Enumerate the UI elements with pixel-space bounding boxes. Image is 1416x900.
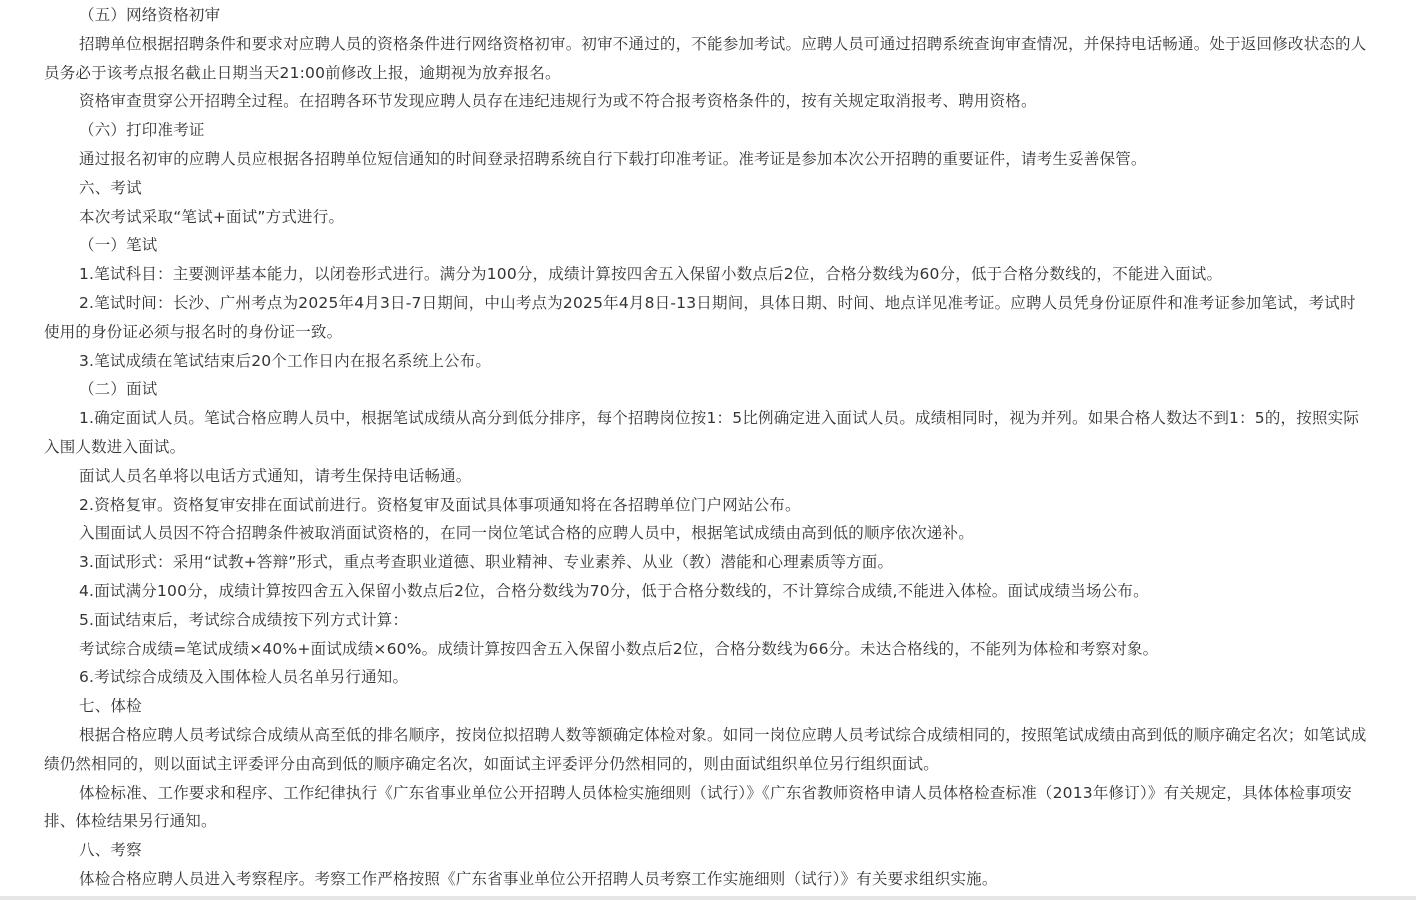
section-heading-inspection: 八、考察 bbox=[79, 841, 142, 860]
paragraph: 入围面试人员因不符合招聘条件被取消面试资格的，在同一岗位笔试合格的应聘人员中，根据笔试成绩由高到低的顺序依次递补。 bbox=[79, 524, 974, 543]
paragraph: 2.笔试时间：长沙、广州考点为2025年4月3日-7日期间，中山考点为2025年4月8日-13日期间，具体日期、时间、地点详见准考证。应聘人员凭身份证原件和准考证参加笔试，考试时使用的身份证必须与报名时的身份证一致。 bbox=[44, 293, 1356, 341]
paragraph: 面试人员名单将以电话方式通知，请考生保持电话畅通。 bbox=[79, 466, 472, 485]
paragraph: 招聘单位根据招聘条件和要求对应聘人员的资格条件进行网络资格初审。初审不通过的，不能参加考试。应聘人员可通过招聘系统查询审查情况，并保持电话畅通。处于返回修改状态的人员务必于该考点报名截止日期当天21:00前修改上报，逾期视为放弃报名。 bbox=[44, 34, 1367, 82]
paragraph: 1.笔试科目：主要测评基本能力，以闭卷形式进行。满分为100分，成绩计算按四舍五入保留小数点后2位，合格分数线为60分，低于合格分数线的，不能进入面试。 bbox=[79, 265, 1223, 284]
paragraph: 1.确定面试人员。笔试合格应聘人员中，根据笔试成绩从高分到低分排序，每个招聘岗位按1：5比例确定进入面试人员。成绩相同时，视为并列。如果合格人数达不到1：5的，按照实际入围人数进入面试。 bbox=[44, 409, 1360, 456]
horizontal-scrollbar-track bbox=[0, 896, 1416, 900]
subheading-interview: （二）面试 bbox=[79, 380, 158, 399]
paragraph: 通过报名初审的应聘人员应根据各招聘单位短信通知的时间登录招聘系统自行下载打印准考证。准考证是参加本次公开招聘的重要证件，请考生妥善保管。 bbox=[79, 149, 1147, 168]
paragraph: 根据合格应聘人员考试综合成绩从高至低的排名顺序，按岗位拟招聘人数等额确定体检对象。如同一岗位应聘人员考试综合成绩相同的，按照笔试成绩由高到低的顺序确定名次；如笔试成绩仍然相同的，则以面试主评委评分由高到低的顺序确定名次，如面试主评委评分仍然相同的，则由面试组织单位另行组织面试。 bbox=[44, 725, 1367, 773]
paragraph: 5.面试结束后，考试综合成绩按下列方式计算： bbox=[79, 610, 409, 629]
paragraph: 2.资格复审。资格复审安排在面试前进行。资格复审及面试具体事项通知将在各招聘单位门户网站公布。 bbox=[79, 495, 801, 514]
paragraph: 考试综合成绩=笔试成绩×40%+面试成绩×60%。成绩计算按四舍五入保留小数点后2位，合格分数线为66分。未达合格线的，不能列为体检和考察对象。 bbox=[79, 639, 1159, 658]
paragraph: 体检合格应聘人员进入考察程序。考察工作严格按照《广东省事业单位公开招聘人员考察工作实施细则（试行）》有关要求组织实施。 bbox=[79, 869, 998, 888]
paragraph: 3.笔试成绩在笔试结束后20个工作日内在报名系统上公布。 bbox=[79, 351, 492, 370]
paragraph: 3.面试形式：采用“试教+答辩”形式，重点考查职业道德、职业精神、专业素养、从业（教）潜能和心理素质等方面。 bbox=[79, 553, 894, 572]
paragraph: 本次考试采取“笔试+面试”方式进行。 bbox=[79, 207, 345, 226]
document-body bbox=[44, 1, 1370, 894]
paragraph: 资格审查贯穿公开招聘全过程。在招聘各环节发现应聘人员存在违纪违规行为或不符合报考资格条件的，按有关规定取消报考、聘用资格。 bbox=[79, 92, 1037, 111]
subheading-online-review: （五）网络资格初审 bbox=[79, 6, 221, 24]
subheading-print-admission-ticket: （六）打印准考证 bbox=[79, 121, 205, 140]
section-heading-physical-exam: 七、体检 bbox=[79, 697, 142, 716]
paragraph: 6.考试综合成绩及入围体检人员名单另行通知。 bbox=[79, 668, 409, 687]
paragraph: 4.面试满分100分，成绩计算按四舍五入保留小数点后2位，合格分数线为70分，低于合格分数线的，不计算综合成绩,不能进入体检。面试成绩当场公布。 bbox=[79, 581, 1149, 600]
paragraph: 体检标准、工作要求和程序、工作纪律执行《广东省事业单位公开招聘人员体检实施细则（试行）》《广东省教师资格申请人员体格检查标准（2013年修订）》有关规定，具体体检事项安排、体检结果另行通知。 bbox=[44, 783, 1353, 831]
section-heading-exam: 六、考试 bbox=[79, 178, 142, 197]
subheading-written-exam: （一）笔试 bbox=[79, 236, 158, 255]
